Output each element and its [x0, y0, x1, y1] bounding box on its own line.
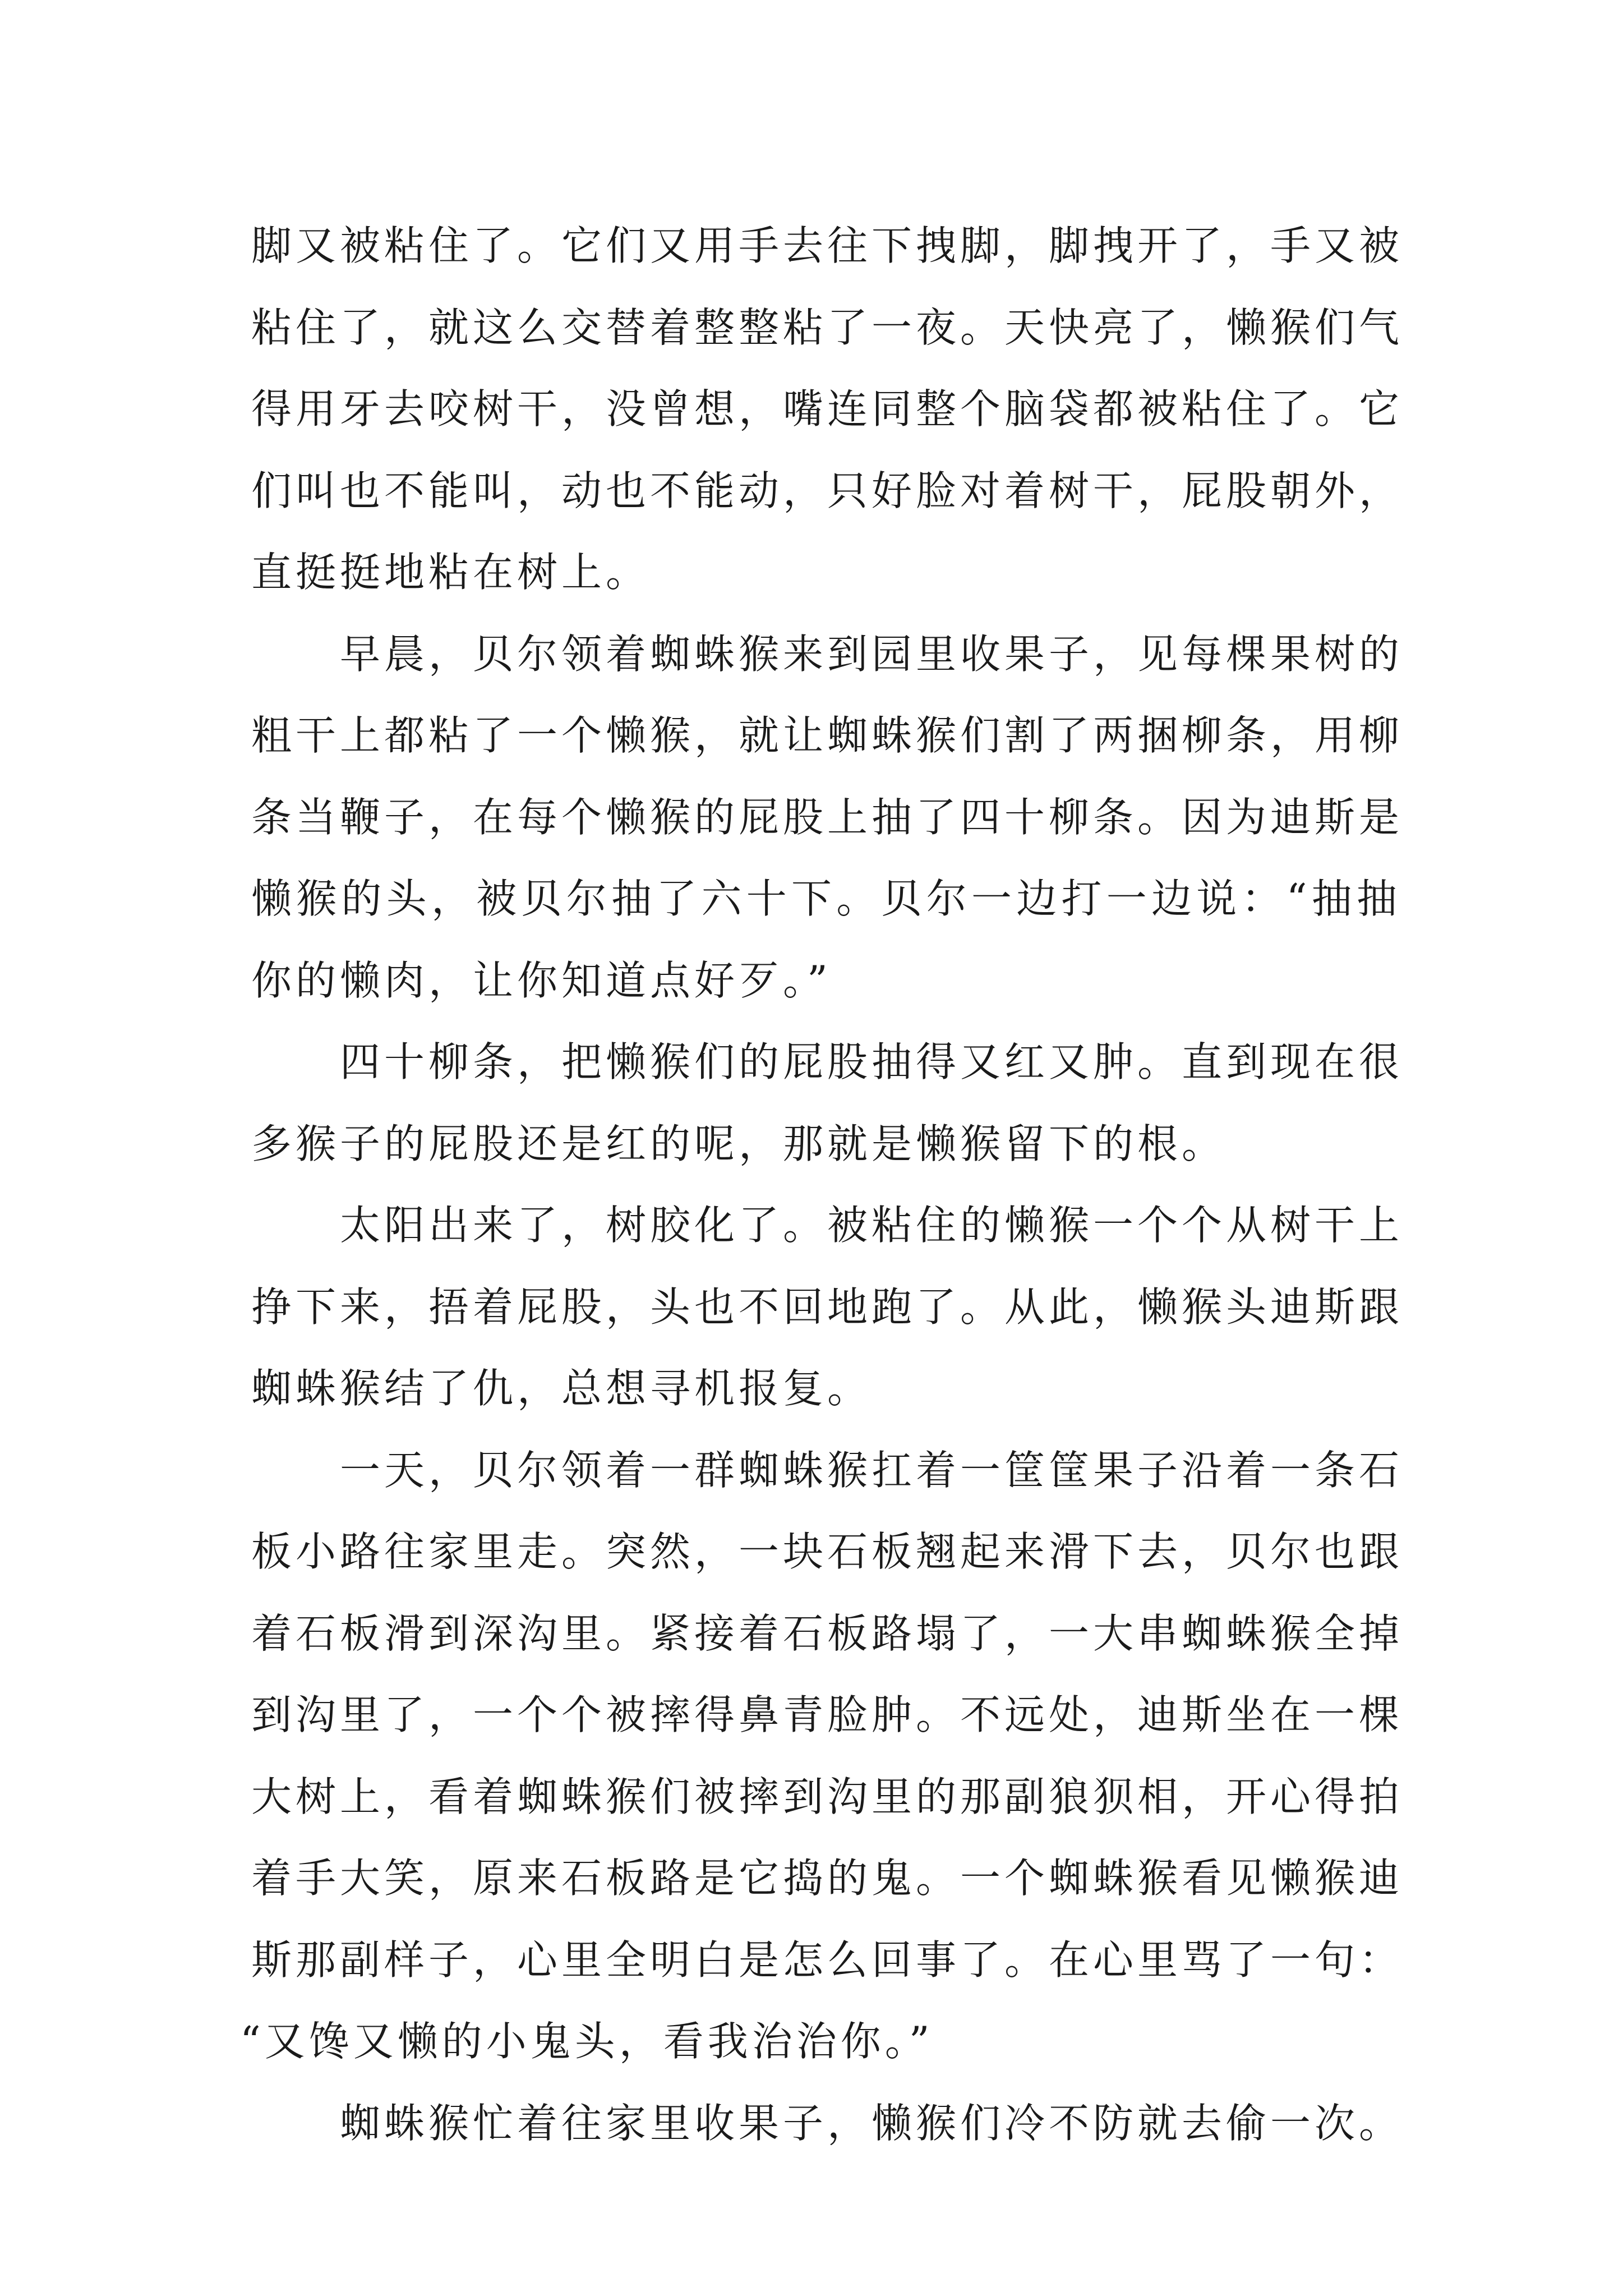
- text-line: 到沟里了，一个个被摔得鼻青脸肿。不远处，迪斯坐在一棵: [251, 1691, 1404, 1738]
- text-line: 得用牙去咬树干，没曾想，嘴连同整个脑袋都被粘住了。它: [251, 385, 1404, 432]
- text-line: 挣下来，捂着屁股，头也不回地跑了。从此，懒猴头迪斯跟: [251, 1283, 1404, 1331]
- text-line: 蜘蛛猴结了仇，总想寻机报复。: [251, 1365, 872, 1412]
- text-line: 着石板滑到深沟里。紧接着石板路塌了，一大串蜘蛛猴全掉: [251, 1609, 1404, 1657]
- text-line: 粘住了，就这么交替着整整粘了一夜。天快亮了，懒猴们气: [251, 303, 1404, 351]
- text-line: 脚又被粘住了。它们又用手去往下拽脚，脚拽开了，手又被: [251, 222, 1404, 269]
- text-line: “又馋又懒的小鬼头，看我治治你。”: [240, 2018, 934, 2065]
- text-line: 们叫也不能叫，动也不能动，只好脸对着树干，屁股朝外，: [251, 467, 1404, 514]
- text-line: 直挺挺地粘在树上。: [251, 549, 651, 596]
- text-line: 着手大笑，原来石板路是它捣的鬼。一个蜘蛛猴看见懒猴迪: [251, 1855, 1404, 1902]
- paragraph-first-line: 太阳出来了，树胶化了。被粘住的懒猴一个个从树干上: [340, 1202, 1404, 1249]
- paragraph-first-line: 早晨，贝尔领着蜘蛛猴来到园里收果子，见每棵果树的: [340, 630, 1404, 678]
- text-line: 斯那副样子，心里全明白是怎么回事了。在心里骂了一句：: [251, 1936, 1404, 1984]
- paragraph-first-line: 蜘蛛猴忙着往家里收果子，懒猴们冷不防就去偷一次。: [340, 2099, 1404, 2147]
- text-line: 多猴子的屁股还是红的呢，那就是懒猴留下的根。: [251, 1120, 1227, 1167]
- text-line: 粗干上都粘了一个懒猴，就让蜘蛛猴们割了两捆柳条，用柳: [251, 712, 1404, 759]
- text-line: 大树上，看着蜘蛛猴们被摔到沟里的那副狼狈相，开心得拍: [251, 1773, 1404, 1820]
- paragraph-first-line: 一天，贝尔领着一群蜘蛛猴扛着一筐筐果子沿着一条石: [340, 1446, 1404, 1494]
- story-text: [240, 205, 1404, 2164]
- text-line: 条当鞭子，在每个懒猴的屁股上抽了四十柳条。因为迪斯是: [251, 793, 1404, 841]
- paragraph-first-line: 四十柳条，把懒猴们的屁股抽得又红又肿。直到现在很: [340, 1038, 1404, 1085]
- text-line: 懒猴的头，被贝尔抽了六十下。贝尔一边打一边说：“抽抽: [251, 875, 1401, 922]
- text-line: 板小路往家里走。突然，一块石板翘起来滑下去，贝尔也跟: [251, 1528, 1404, 1575]
- text-line: 你的懒肉，让你知道点好歹。”: [251, 956, 832, 1004]
